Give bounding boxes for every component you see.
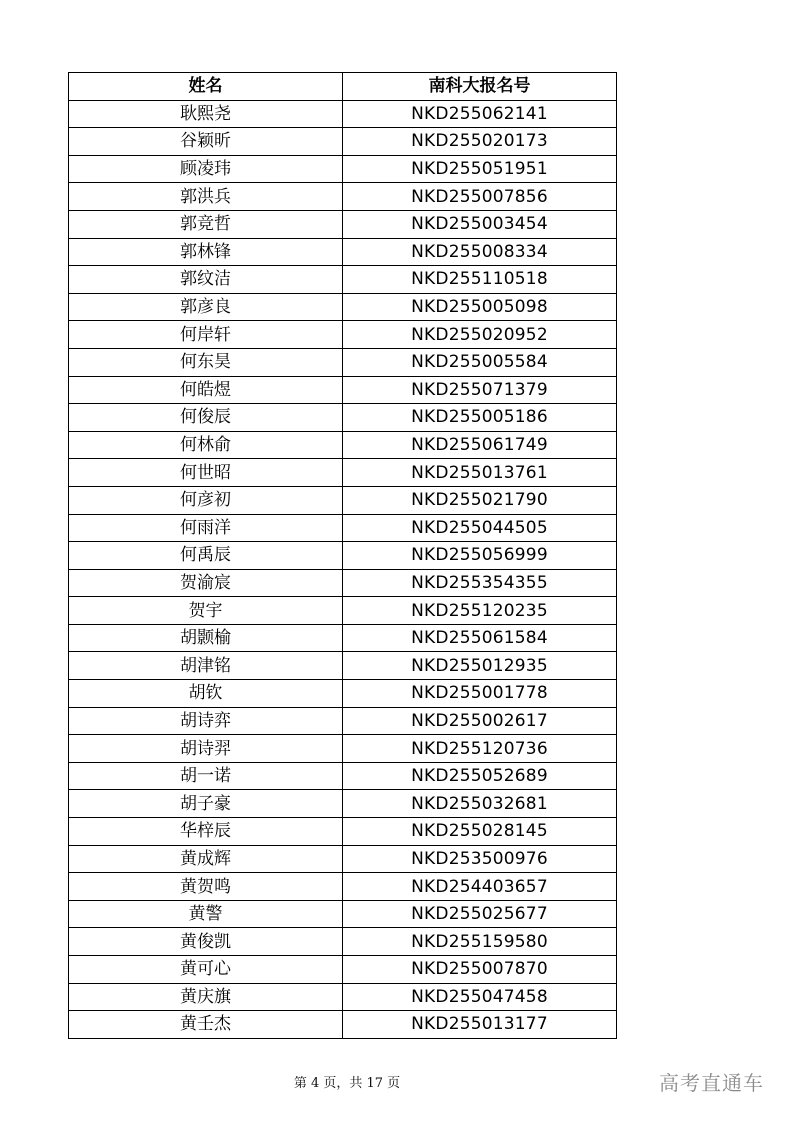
table-row xyxy=(69,900,617,928)
table-row xyxy=(69,155,617,183)
student-name-cell: 胡津铭 xyxy=(69,652,343,680)
registration-id-cell: NKD255012935 xyxy=(343,652,617,680)
registration-id-cell: NKD255061749 xyxy=(343,431,617,459)
registration-id-cell: NKD255032681 xyxy=(343,790,617,818)
table-row xyxy=(69,100,617,128)
student-name-cell: 黄成辉 xyxy=(69,845,343,873)
table-row xyxy=(69,210,617,238)
student-name-cell: 胡子豪 xyxy=(69,790,343,818)
registration-id-cell: NKD255008334 xyxy=(343,238,617,266)
registration-id-cell: NKD255007856 xyxy=(343,183,617,211)
student-name-cell: 胡诗弈 xyxy=(69,707,343,735)
column-header-name: 姓名 xyxy=(69,73,343,101)
registration-id-cell: NKD255052689 xyxy=(343,762,617,790)
table-header-row xyxy=(69,73,617,101)
student-name-cell: 何世昭 xyxy=(69,459,343,487)
registration-id-cell: NKD255051951 xyxy=(343,155,617,183)
table-row xyxy=(69,569,617,597)
student-name-cell: 郭彦良 xyxy=(69,293,343,321)
student-name-cell: 黄壬杰 xyxy=(69,1011,343,1039)
table-row xyxy=(69,818,617,846)
student-name-cell: 何彦初 xyxy=(69,486,343,514)
table-row xyxy=(69,431,617,459)
student-name-cell: 何皓煜 xyxy=(69,376,343,404)
student-name-cell: 胡一诺 xyxy=(69,762,343,790)
page-number-text: 第 4 页，共 17 页 xyxy=(293,1076,401,1091)
table-row xyxy=(69,293,617,321)
student-name-cell: 何林俞 xyxy=(69,431,343,459)
registration-id-cell: NKD255013177 xyxy=(343,1011,617,1039)
student-name-cell: 贺宇 xyxy=(69,597,343,625)
registration-id-cell: NKD253500976 xyxy=(343,845,617,873)
student-name-cell: 胡诗羿 xyxy=(69,735,343,763)
table-row xyxy=(69,486,617,514)
registration-id-cell: NKD255071379 xyxy=(343,376,617,404)
table-row xyxy=(69,597,617,625)
table-row xyxy=(69,680,617,708)
student-name-cell: 胡颢榆 xyxy=(69,624,343,652)
student-name-cell: 谷颖昕 xyxy=(69,128,343,156)
registration-id-cell: NKD255354355 xyxy=(343,569,617,597)
student-name-cell: 何禹辰 xyxy=(69,542,343,570)
column-header-registration-id: 南科大报名号 xyxy=(343,73,617,101)
table-row xyxy=(69,735,617,763)
table-body xyxy=(69,100,617,1038)
table-row xyxy=(69,238,617,266)
student-name-cell: 何东昊 xyxy=(69,348,343,376)
registration-id-cell: NKD255062141 xyxy=(343,100,617,128)
student-name-cell: 华梓辰 xyxy=(69,818,343,846)
table-row xyxy=(69,542,617,570)
student-name-cell: 贺渝宸 xyxy=(69,569,343,597)
registration-id-cell: NKD255120235 xyxy=(343,597,617,625)
table-row xyxy=(69,983,617,1011)
registration-id-cell: NKD255007870 xyxy=(343,956,617,984)
table-row xyxy=(69,790,617,818)
table-row xyxy=(69,459,617,487)
registration-id-cell: NKD255047458 xyxy=(343,983,617,1011)
student-name-cell: 黄贺鸣 xyxy=(69,873,343,901)
registration-id-cell: NKD255061584 xyxy=(343,624,617,652)
table-row xyxy=(69,183,617,211)
student-name-cell: 郭纹洁 xyxy=(69,266,343,294)
student-name-cell: 黄庆旗 xyxy=(69,983,343,1011)
registration-id-cell: NKD255028145 xyxy=(343,818,617,846)
student-name-cell: 何岸轩 xyxy=(69,321,343,349)
student-name-cell: 顾凌玮 xyxy=(69,155,343,183)
registration-id-cell: NKD255005186 xyxy=(343,404,617,432)
student-name-cell: 黄警 xyxy=(69,900,343,928)
table-row xyxy=(69,928,617,956)
registration-id-cell: NKD254403657 xyxy=(343,873,617,901)
student-name-cell: 胡钦 xyxy=(69,680,343,708)
registration-id-cell: NKD255002617 xyxy=(343,707,617,735)
registration-id-cell: NKD255120736 xyxy=(343,735,617,763)
table-row xyxy=(69,128,617,156)
table-row xyxy=(69,956,617,984)
table-row xyxy=(69,404,617,432)
registration-id-cell: NKD255159580 xyxy=(343,928,617,956)
student-name-cell: 耿熙尧 xyxy=(69,100,343,128)
registration-id-cell: NKD255025677 xyxy=(343,900,617,928)
table-row xyxy=(69,762,617,790)
roster-table xyxy=(68,72,617,1039)
student-name-cell: 黄俊凯 xyxy=(69,928,343,956)
table-row xyxy=(69,348,617,376)
table-row xyxy=(69,707,617,735)
registration-id-cell: NKD255110518 xyxy=(343,266,617,294)
registration-id-cell: NKD255020173 xyxy=(343,128,617,156)
registration-id-cell: NKD255056999 xyxy=(343,542,617,570)
registration-id-cell: NKD255044505 xyxy=(343,514,617,542)
table-row xyxy=(69,514,617,542)
table-row xyxy=(69,321,617,349)
registration-id-cell: NKD255013761 xyxy=(343,459,617,487)
registration-id-cell: NKD255005098 xyxy=(343,293,617,321)
table-row xyxy=(69,652,617,680)
registration-id-cell: NKD255001778 xyxy=(343,680,617,708)
registration-id-cell: NKD255021790 xyxy=(343,486,617,514)
student-name-cell: 黄可心 xyxy=(69,956,343,984)
student-name-cell: 郭林锋 xyxy=(69,238,343,266)
registration-id-cell: NKD255005584 xyxy=(343,348,617,376)
table-row xyxy=(69,266,617,294)
student-name-cell: 何雨洋 xyxy=(69,514,343,542)
student-name-cell: 郭竞哲 xyxy=(69,210,343,238)
student-name-cell: 何俊辰 xyxy=(69,404,343,432)
table-row xyxy=(69,1011,617,1039)
student-name-cell: 郭洪兵 xyxy=(69,183,343,211)
table-row xyxy=(69,845,617,873)
registration-id-cell: NKD255020952 xyxy=(343,321,617,349)
table-row xyxy=(69,873,617,901)
table-row xyxy=(69,376,617,404)
table-row xyxy=(69,624,617,652)
watermark-logo-text: 高考直通车 xyxy=(659,1071,764,1095)
registration-id-cell: NKD255003454 xyxy=(343,210,617,238)
